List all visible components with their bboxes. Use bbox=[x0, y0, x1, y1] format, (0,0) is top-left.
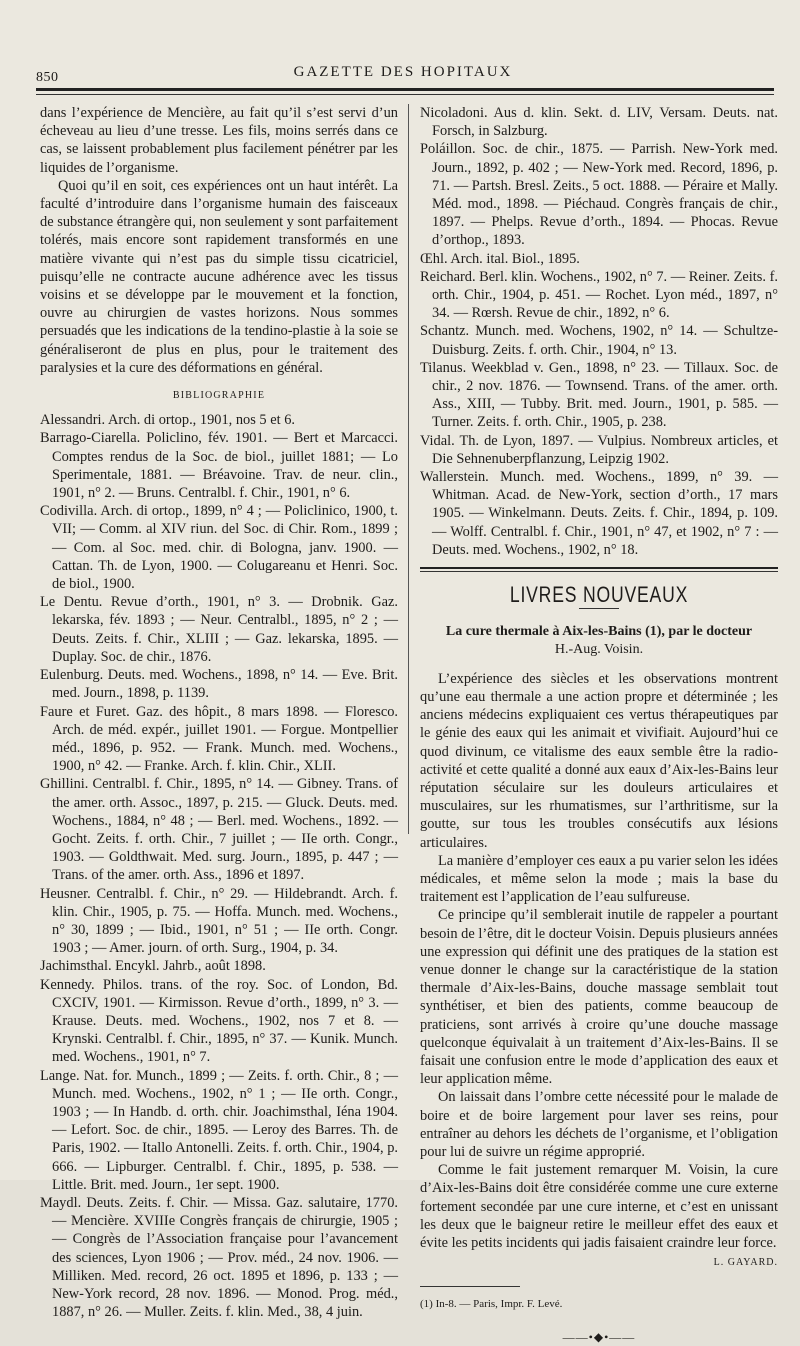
bibliography-entry: Schantz. Munch. med. Wochens, 1902, n° 14. — Schultze-Duisburg. Zeits. f. orth. Chir., 1904, n° 13. bbox=[420, 323, 778, 358]
review-author: H.-Aug. Voisin. bbox=[554, 642, 644, 658]
bibliography-entry: Lange. Nat. for. Munch., 1899 ; — Zeits. f. orth. Chir., 8 ; — Munch. med. Wochens., 1902, n° 1 ; — IIe orth. Congr., 1903 ; — In Handb. d. orth. chir. Joachimsthal, Iéna 1904. — Lefort. Soc. de chir., 1895. — Leroy des Barres. Th. de Paris, 1902. — Itallo Antonelli. Zeits. f. orth. Chir., 1904, p. 666. — Lipburger. Centralbl. f. Chir., 1895, p. 538. — Little. Brit. med. Journ., 1er sept. 1900. bbox=[40, 1067, 398, 1193]
bibliography-entry: Maydl. Deuts. Zeits. f. Chir. — Missa. Gaz. salutaire, 1770. — Mencière. XVIIIe Congrès français de chirurgie, 1905 ; — Congrès de l’Association française pour l’avancement des sciences, Lyon 1906 ; — Prov. méd., 24 nov. 1906. — Milliken. Med. record, 26 oct. 1895 et 1896, p. 133 ; — New-York record, 28 nov. 1896. — Monod. Prog. méd., 1887, n° 26. — Muller. Zeits. f. klin. Med., 38, 4 juin. bbox=[40, 1194, 398, 1321]
bibliography-entry: Jachimsthal. Encykl. Jahrb., août 1898. bbox=[40, 958, 266, 975]
bibliography-entry: Codivilla. Arch. di ortop., 1899, n° 4 ; — Policlinico, 1900, t. VII; — Comm. al XIV riun. del Soc. di Chir. Rom., 1899 ; — Com. al Soc. med. chir. di Bologna, janv. 1900. — Cattan. Th. de Lyon, 1900. — Colugareanu et Henri. Soc. de biol., 1900. bbox=[40, 503, 398, 593]
bibliography-entry: Alessandri. Arch. di ortop., 1901, nos 5 et 6. bbox=[40, 412, 296, 429]
review-paragraph: L’expérience des siècles et les observations montrent qu’une eau thermale a une action propre et déterminée ; les anciens médecins expliquaient ces vertus thérapeutiques par le génie des eaux qui les animait et vivifiait. Aujourd’hui ce quod divinum, ce vitalisme des eaux semble être la radio-activité et cette qualité a donné aux eaux d’Aix-les-Bains leur réputation séculaire sur les douleurs articulaires et musculaires, sur les rhumatismes, sur l’arthritisme, sur la goutte, sur tous les troubles consécutifs aux lésions articulaires. bbox=[420, 670, 778, 851]
bibliography-list-right bbox=[420, 104, 778, 559]
review-paragraph: La manière d’employer ces eaux a pu varier selon les idées médicales, et même selon la mode ; mais la base du traitement est l’application de l’eau sulfureuse. bbox=[420, 852, 778, 906]
review-title: La cure thermale à Aix-les-Bains (1), par le docteur bbox=[445, 624, 753, 640]
review-paragraph: On laissait dans l’ombre cette nécessité pour le malade de boire et de boire largement pour laver ses reins, pour entraîner au dehors les déchets de l’organisme, et l’obligation pour lui de suivre un régime approprié. bbox=[420, 1089, 778, 1160]
bibliography-list-left bbox=[40, 411, 398, 1321]
header-rule-thick bbox=[36, 88, 774, 91]
section-rule-thick bbox=[420, 567, 778, 569]
bibliography-entry: Tilanus. Weekblad v. Gen., 1898, n° 23. — Tillaux. Soc. de chir., 2 nov. 1876. — Townsend. Trans. of the amer. orth. Ass., XIII, — Tubby. Brit. med. Journ., 1901, p. 585. — Turner. Zeits. f. orth. Chir., 1905, p. 238. bbox=[420, 359, 778, 431]
bibliography-entry: Vidal. Th. de Lyon, 1897. — Vulpius. Nombreux articles, et Die Sehnenuberpflanzung, Leipzig 1902. bbox=[420, 432, 778, 467]
bibliography-entry: Poláillon. Soc. de chir., 1875. — Parrish. New-York med. Journ., 1892, p. 402 ; — New-York med. Record, 1896, p. 71. — Partsh. Bresl. Zeits., 5 oct. 1888. — Péraire et Mally. Méd. mod., 1898. — Piéchaud. Congrès français de chir., 1897. — Phelps. Revue d’orth., 1894. — Phocas. Revue d’orthop., 1893. bbox=[420, 141, 778, 249]
bibliography-heading: BIBLIOGRAPHIE bbox=[172, 390, 266, 402]
section-rule-thin bbox=[420, 571, 778, 572]
bibliography-entry: Reichard. Berl. klin. Wochens., 1902, n° 7. — Reiner. Zeits. f. orth. Chir., 1904, p. 451. — Rochet. Lyon méd., 1897, n° 34. — Rœrsh. Revue de chir., 1892, n° 6. bbox=[420, 268, 778, 322]
footnote-rule bbox=[420, 1286, 520, 1287]
footnote: (1) In-8. — Paris, Impr. F. Levé. bbox=[420, 1298, 563, 1311]
article-paragraph-2: Quoi qu’il en soit, ces expériences ont un haut intérêt. La faculté d’introduire dans l’organisme humain des faisceaux de substance étrangère qui, non seulement y sont parfaitement tolérés, mais encore sont rapidement transformés en une matière vivante qui n’est pas du simple tissu cicatriciel, puisqu’elle ne contracte aucune adhérence avec les tissus voisins et se développe par le mouvement et la fonction, ouvre au chirurgien de vastes horizons. Nous sommes persuadés que les indications de la tendino-plastie à la soie se généraliseront de plus en plus, pour le traitement des paralysies et la cure des déformations en général. bbox=[40, 177, 398, 376]
end-ornament: ——•◆•—— bbox=[562, 1329, 636, 1344]
running-title: GAZETTE DES HOPITAUX bbox=[293, 64, 513, 80]
bibliography-entry: Wallerstein. Munch. med. Wochens., 1899, n° 39. — Whitman. Acad. de New-York, section d’orth., 17 mars 1905. — Winkelmann. Deuts. Zeits. f. Chir., 1894, p. 109. — Wolff. Centralbl. f. Chir., 1901, n° 47, et 1902, n° 7 : — Deuts. med. Wochens., 1902, n° 18. bbox=[420, 469, 778, 558]
left-column bbox=[40, 104, 398, 1321]
bibliography-entry: Ghillini. Centralbl. f. Chir., 1895, n° 14. — Gibney. Trans. of the amer. orth. Assoc., 1897, p. 215. — Gluck. Deuts. med. Wochens., 1884, n° 48 ; — Berl. med. Wochens., 1892. — Gocht. Zeits. f. orth. Chir., 7 juillet ; — IIe orth. Congr., 1903. — Goldthwait. Med. surg. Journ., 1895, p. 447 ; — Trans. of the amer. orth. Ass., 1896 et 1897. bbox=[40, 776, 398, 884]
page-number: 850 bbox=[36, 70, 59, 85]
bibliography-entry: Eulenburg. Deuts. med. Wochens., 1898, n° 14. — Eve. Brit. med. Journ., 1898, p. 1139. bbox=[40, 667, 398, 702]
bibliography-entry: Nicoladoni. Aus d. klin. Sekt. d. LIV, Versam. Deuts. nat. Forsch, in Salzburg. bbox=[420, 105, 778, 140]
header-rule-thin bbox=[36, 94, 774, 95]
bibliography-entry: Kennedy. Philos. trans. of the roy. Soc. of London, Bd. CXCIV, 1901. — Kirmisson. Revue d’orth., 1899, n° 3. — Krause. Deuts. med. Wochens., 1902, nos 7 et 8. — Krynski. Centralbl. f. Chir., 1895, n° 37. — Kunik. Munch. med. Wochens., 1901, n° 7. bbox=[40, 976, 398, 1066]
review-signature: L. GAYARD. bbox=[713, 1257, 778, 1269]
section-title: LIVRES NOUVEAUX bbox=[509, 582, 689, 608]
bibliography-entry: Heusner. Centralbl. f. Chir., n° 29. — Hildebrandt. Arch. f. klin. Chir., 1905, p. 75. — Hoffa. Munch. med. Wochens., n° 30, 1899 ; — Ibid., 1901, n° 51 ; — IIe orth. Congr. 1903 ; — Amer. journ. of orth. Surg., 1904, p. 34. bbox=[40, 885, 398, 957]
page-header bbox=[36, 62, 770, 86]
bibliography-entry: Barrago-Ciarella. Policlino, fév. 1901. — Bert et Marcacci. Comptes rendus de la Soc. de biol., juillet 1881; — Lo Sperimentale, 1881. — Bréavoine. Trav. de neur. clin., 1901, n° 2. — Bruns. Centralbl. f. Chir., 1901, n° 6. bbox=[40, 430, 398, 502]
review-paragraph: Ce principe qu’il semblerait inutile de rappeler a pourtant besoin de l’être, dit le docteur Voisin. Depuis plusieurs années une expression qui définit une des pratiques de la station est venue donner le change sur la caractéristique de la station thermale d’Aix-les-Bains, douche massage semblait tout synthétiser, et bien des patients, comme beaucoup de praticiens, sont arrivés à croire qu’une douche massage quelconque équivalait à un traitement d’Aix-les-Bains. Il se faisait une confusion entre le mode d’application des eaux et leur application même. bbox=[420, 907, 778, 1088]
right-column bbox=[420, 104, 778, 1346]
bibliography-entry: Le Dentu. Revue d’orth., 1901, n° 3. — Drobnik. Gaz. lekarska, fév. 1893 ; — Neur. Centralbl., 1895, n° 2 ; — Deuts. Zeits. f. Chir., XLIII ; — Gaz. lekarska, 1895. — Duplay. Soc. de chir., 1876. bbox=[40, 594, 398, 665]
article-paragraph-1: dans l’expérience de Mencière, au fait qu’il s’est servi d’un écheveau au lieu d’une tresse. Les fils, moins serrés dans ce cas, se laissent probablement plus facilement pénétrer par les liquides de l’organisme. bbox=[40, 105, 398, 176]
review-paragraph: Comme le fait justement remarquer M. Voisin, la cure d’Aix-les-Bains doit être considérée comme une cure externe fortement secondée par une cure interne, et c’est en unissant les deux que le baigneur retire le meilleur effet des eaux et évite les petits incidents qui jadis faisaient craindre leur force. bbox=[420, 1162, 778, 1251]
bibliography-entry: Œhl. Arch. ital. Biol., 1895. bbox=[420, 250, 580, 267]
bibliography-entry: Faure et Furet. Gaz. des hôpit., 8 mars 1898. — Floresco. Arch. de méd. expér., juillet 1901. — Forgue. Montpellier méd., 1896, p. 952. — Frank. Munch. med. Wochens., 1900, n° 42. — Franke. Arch. f. klin. Chir., XLII. bbox=[40, 703, 398, 775]
section-title-underline bbox=[579, 608, 619, 609]
column-divider bbox=[408, 104, 409, 834]
